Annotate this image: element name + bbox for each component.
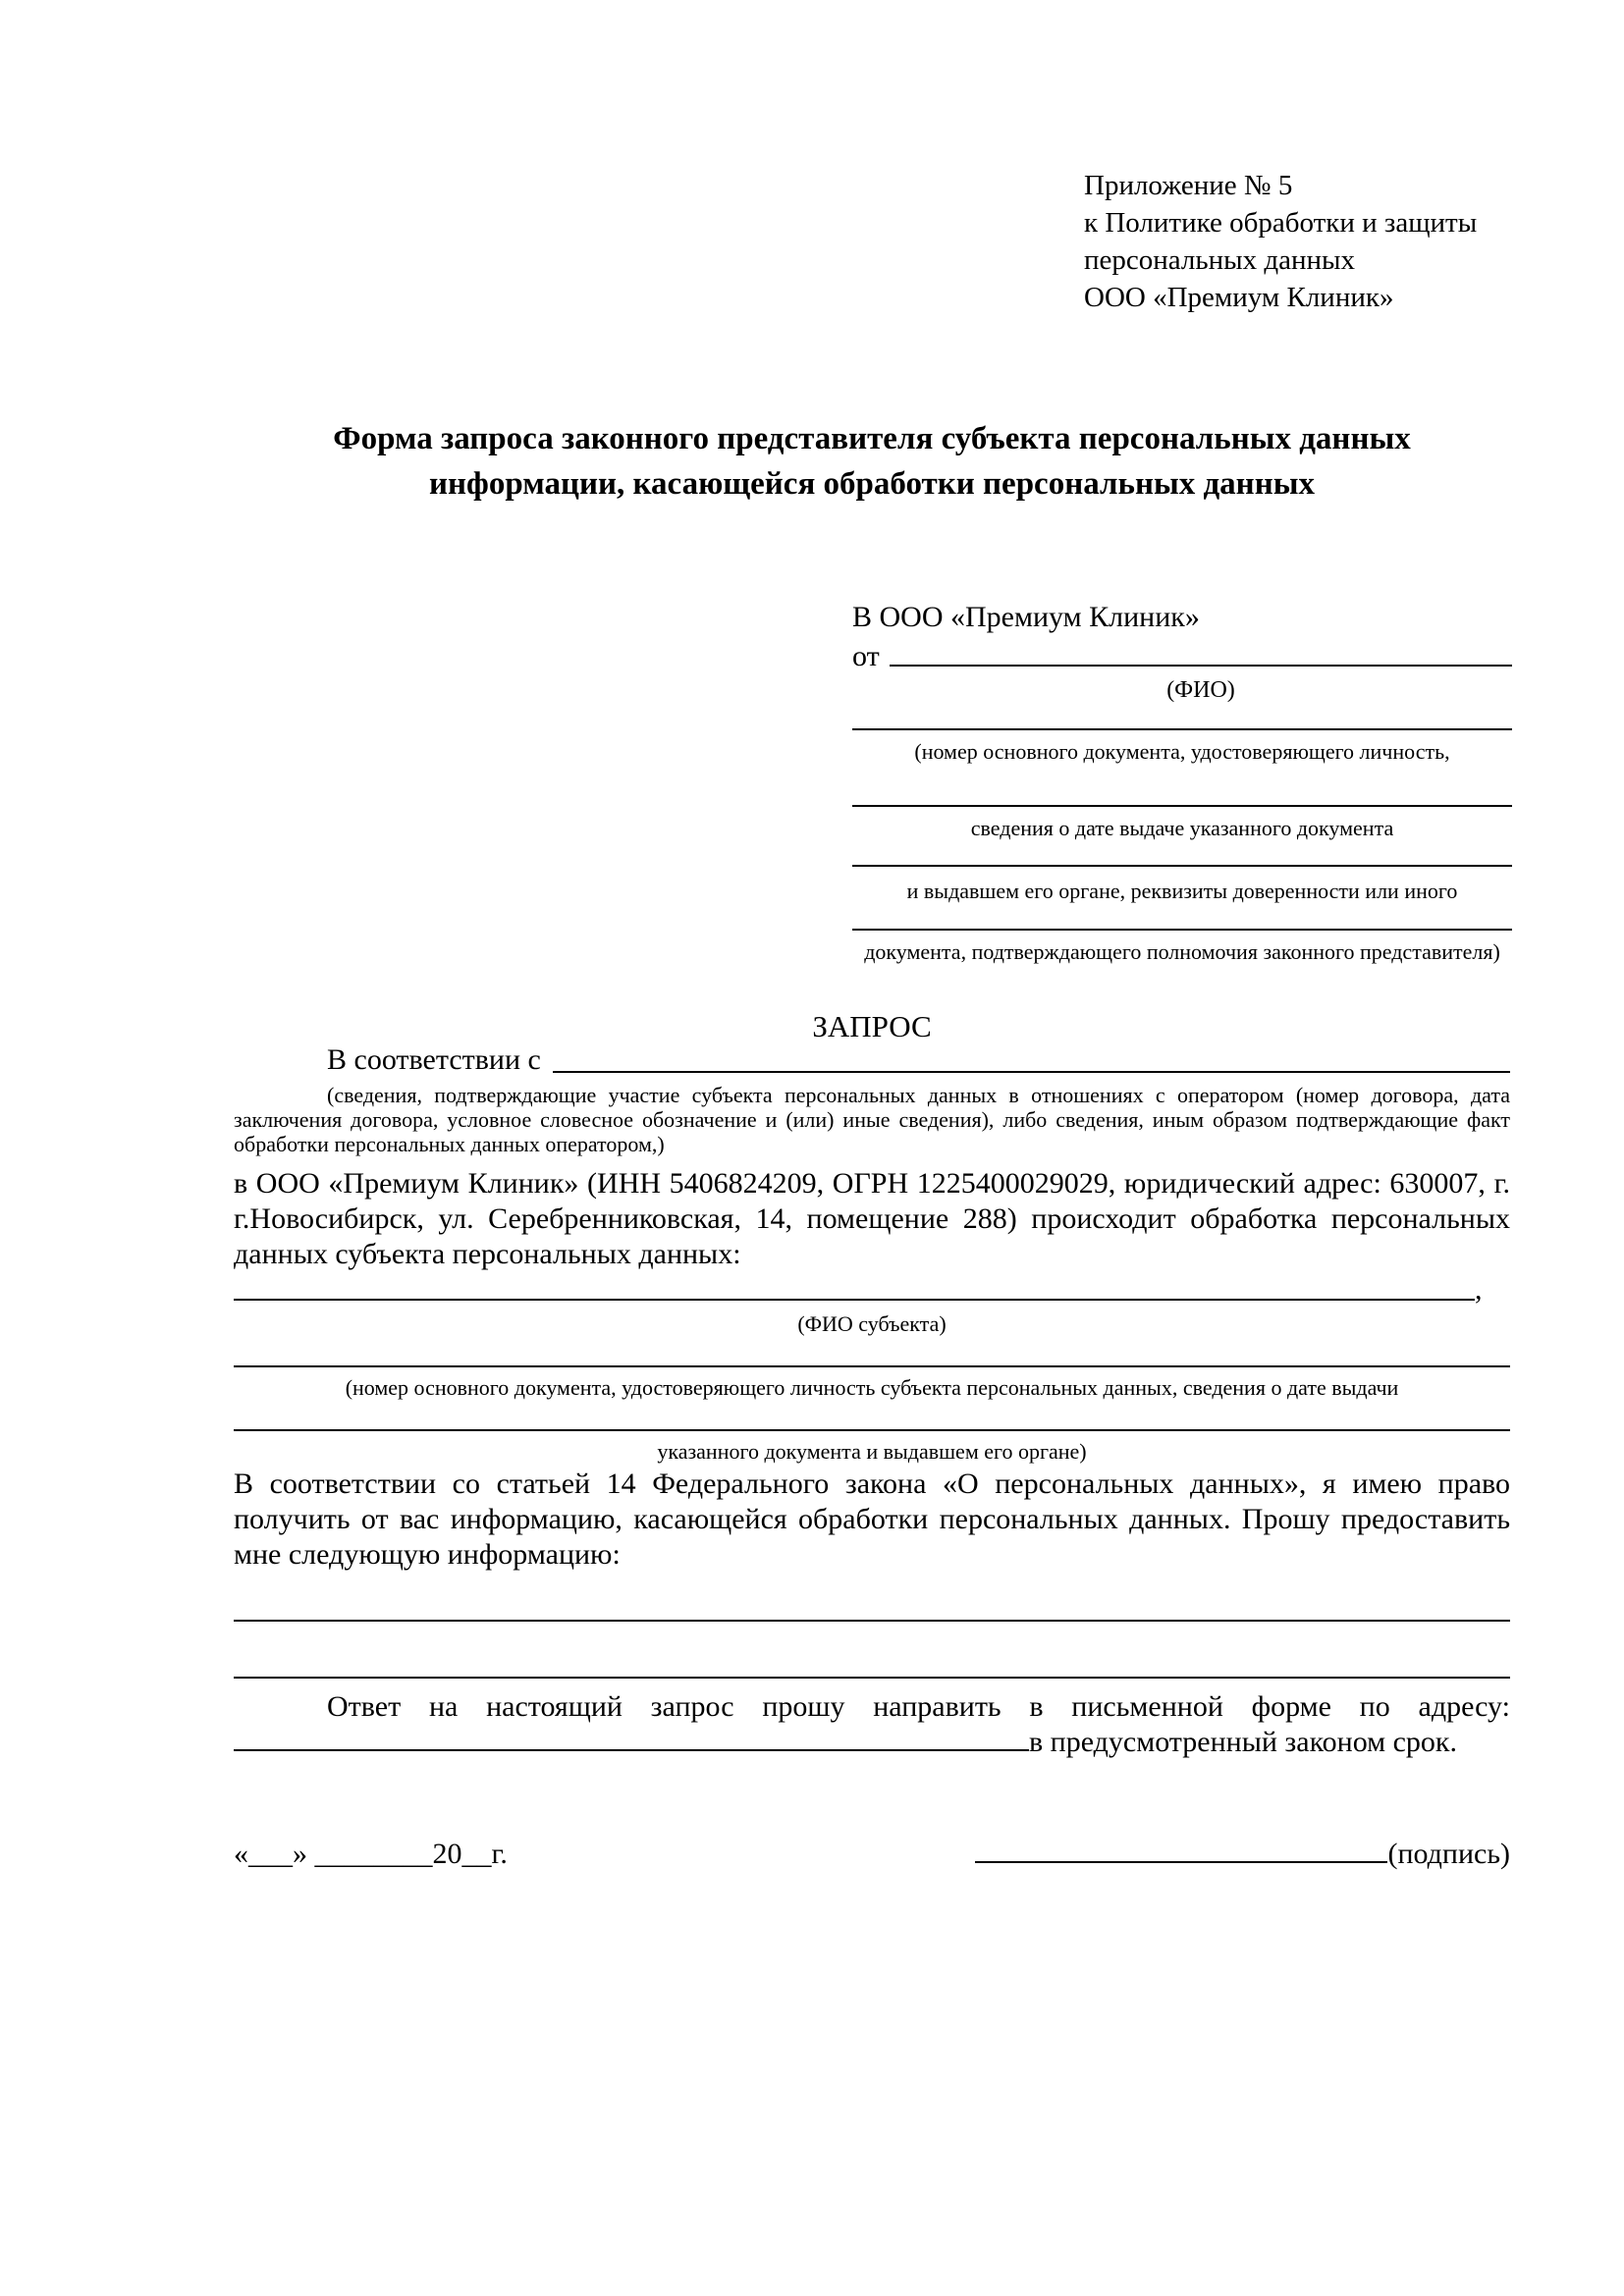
representative-doc-blank-line[interactable]: [852, 728, 1512, 730]
information-blank-line[interactable]: [234, 1677, 1510, 1679]
appendix-line: к Политике обработки и защиты: [1084, 207, 1478, 239]
accordance-caption: (сведения, подтверждающие участие субъекта персональных данных в отношениях с оператором (номер договора, дата заключения договора, условное словесное обозначение и (или) иные сведения), либо сведения, иным образом подтверждающие факт обработки персональных данных оператором,): [234, 1083, 1510, 1156]
subject-doc-blank-line[interactable]: [234, 1365, 1510, 1367]
appendix-line: Приложение № 5: [1084, 170, 1293, 201]
addressee-from-row: [852, 640, 1512, 672]
subject-fio-row: [234, 1273, 1510, 1306]
operator-paragraph: в ООО «Премиум Клиник» (ИНН 5406824209, ОГРН 1225400029029, юридический адрес: 630007, г. г.Новосибирск, ул. Серебренниковская, 14, помещение 288) происходит обработка персональных данных субъекта персональных данных:: [234, 1167, 1510, 1270]
date-signature-row: [234, 1838, 1510, 1871]
from-label: от: [852, 640, 880, 672]
date-fill-in[interactable]: «___» ________20__г.: [234, 1838, 508, 1870]
form-title: Форма запроса законного представителя субъекта персональных данных информации, касающейся обработки персональных данных: [333, 421, 1411, 502]
paragraph-indent: [234, 1044, 327, 1076]
trailing-comma: ,: [1475, 1273, 1483, 1306]
subject-doc-blank-line[interactable]: [234, 1429, 1510, 1431]
from-blank-line[interactable]: [890, 640, 1512, 667]
appendix-block: [1084, 167, 1477, 316]
addressee-to: В ООО «Премиум Клиник»: [852, 601, 1200, 633]
subject-doc-caption: (номер основного документа, удостоверяющего личность субъекта персональных данных, сведения о дате выдачи: [345, 1375, 1399, 1400]
address-blank-line[interactable]: [234, 1726, 1029, 1751]
appendix-line: ООО «Премиум Клиник»: [1084, 282, 1394, 313]
subject-fio-caption: (ФИО субъекта): [797, 1311, 947, 1336]
law-paragraph: В соответствии со статьей 14 Федерального закона «О персональных данных», я имею право получить от вас информацию, касающейся обработки персональных данных. Прошу предоставить мне следующую информацию:: [234, 1468, 1510, 1571]
subject-doc-caption: указанного документа и выдавшем его органе): [657, 1439, 1087, 1464]
answer-text: в предусмотренный законом срок.: [1029, 1726, 1457, 1758]
information-blank-line[interactable]: [234, 1620, 1510, 1622]
representative-doc-blank-line[interactable]: [852, 929, 1512, 931]
field-caption: и выдавшем его органе, реквизиты доверенности или иного: [906, 879, 1458, 903]
request-heading: ЗАПРОС: [812, 1009, 932, 1043]
accordance-blank-line[interactable]: [553, 1044, 1510, 1073]
accordance-label: В соответствии с: [327, 1043, 541, 1076]
subject-fio-blank-line[interactable]: [234, 1276, 1475, 1301]
representative-doc-blank-line[interactable]: [852, 865, 1512, 867]
appendix-line: персональных данных: [1084, 244, 1356, 276]
field-caption: (номер основного документа, удостоверяющего личность,: [914, 739, 1450, 764]
representative-doc-blank-line[interactable]: [852, 805, 1512, 807]
signature-blank-line[interactable]: [975, 1838, 1387, 1863]
answer-paragraph: [234, 1689, 1510, 1760]
accordance-row: [234, 1044, 1510, 1076]
signature-caption: (подпись): [1387, 1838, 1510, 1870]
answer-text: Ответ на настоящий запрос прошу направить в письменной форме по адресу:: [327, 1690, 1510, 1723]
field-caption: сведения о дате выдаче указанного документа: [970, 816, 1394, 840]
signature-group: [975, 1838, 1510, 1871]
field-caption: документа, подтверждающего полномочия законного представителя): [864, 939, 1500, 964]
fio-caption: (ФИО): [1166, 677, 1235, 703]
